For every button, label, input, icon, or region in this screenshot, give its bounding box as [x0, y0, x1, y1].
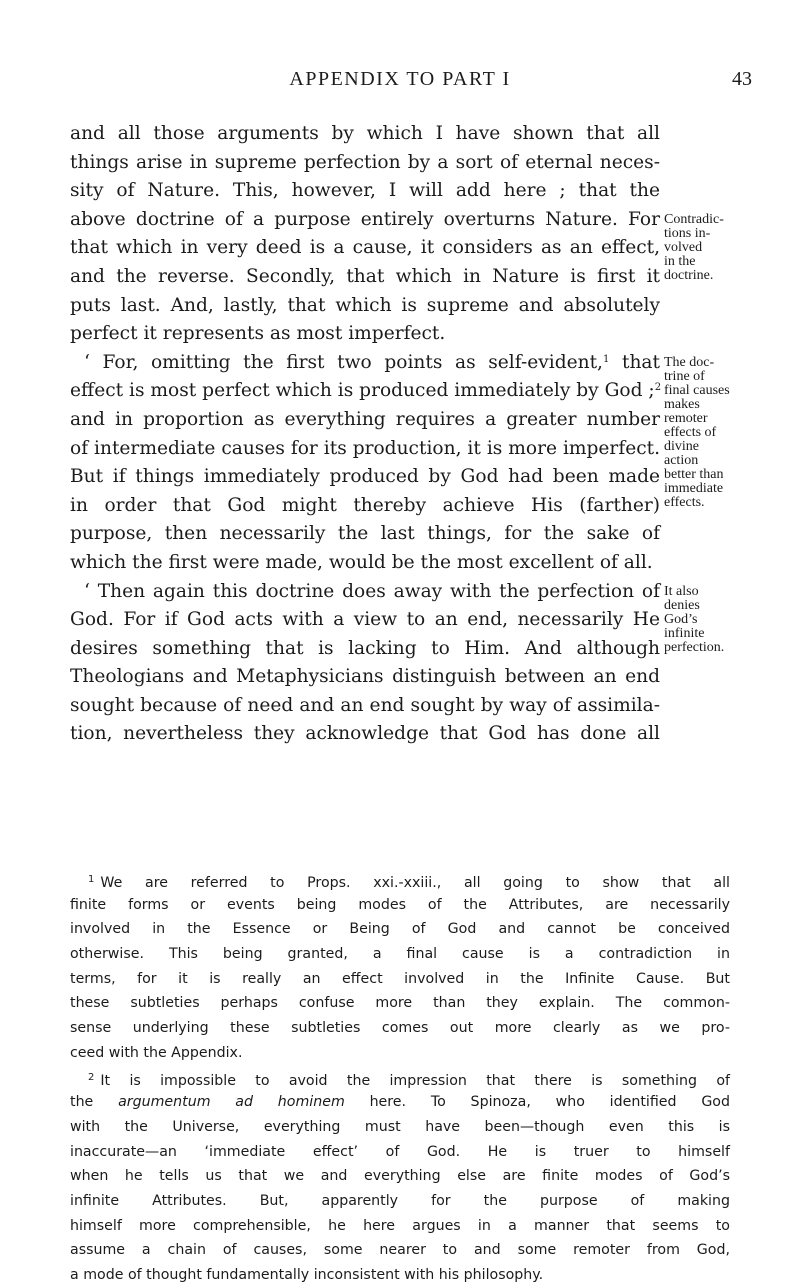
text-line — [70, 234, 770, 263]
margin-note-line: remoter — [664, 410, 708, 426]
text-line — [70, 263, 770, 292]
line-text: which the first were made, would be the most excellent of all. — [70, 551, 653, 573]
main-text — [70, 120, 770, 749]
line-text-part: effect is most perfect which is produced immediately by God ; — [70, 380, 655, 402]
footnote-2-line: assume a chain of causes, some nearer to and some remoter from God, — [70, 1242, 730, 1259]
footnote-2-line — [70, 1066, 730, 1091]
text-line — [70, 149, 770, 178]
footnotes — [70, 868, 730, 1288]
margin-note-line: God’s — [664, 611, 698, 627]
margin-note-line: immediate — [664, 480, 724, 496]
footnote-1-line: otherwise. This being granted, a final cause is a contradiction in — [70, 946, 730, 963]
text-line — [70, 292, 770, 321]
footnote-1-line: terms, for it is really an effect involved in the Infinite Cause. But — [70, 970, 730, 987]
margin-note-line: infinite — [664, 625, 705, 641]
line-text: above doctrine of a purpose entirely overturns Nature. For — [70, 208, 660, 230]
footnote-ref-1[interactable]: 1 — [602, 353, 610, 365]
running-head — [0, 66, 800, 96]
text-line — [70, 120, 770, 149]
page-number: 43 — [732, 68, 752, 90]
footnote-1-marker: 1 — [88, 874, 95, 885]
margin-note-line: volved — [664, 239, 703, 255]
line-text: of intermediate causes for its production, it is more imperfect. — [70, 437, 660, 459]
margin-note-line: divine — [664, 438, 699, 454]
margin-note-line: The doc- — [664, 354, 715, 370]
margin-note-line: It also — [664, 583, 699, 599]
footnote-ref-2[interactable]: 2 — [654, 382, 662, 394]
margin-note-line: makes — [664, 396, 700, 412]
footnote-text: here. To Spinoza, who identified God — [344, 1094, 730, 1111]
margin-note-line: better than — [664, 466, 724, 482]
text-line — [70, 406, 770, 435]
footnote-text: It is impossible to avoid the impression that there is something of — [100, 1072, 730, 1089]
line-text: sought because of need and an end sought by way of assimila- — [70, 694, 660, 716]
line-text: things arise in supreme perfection by a sort of eternal neces- — [70, 151, 660, 173]
footnote-italic-phrase: argumentum ad hominem — [118, 1094, 345, 1111]
line-text: and in proportion as everything requires a greater number — [70, 408, 660, 430]
line-text: puts last. And, lastly, that which is supreme and absolutely — [70, 294, 660, 316]
line-text: ‘ Then again this doctrine does away with the perfection of — [84, 580, 660, 602]
text-line — [70, 549, 770, 578]
text-line — [70, 635, 770, 664]
line-text: tion, nevertheless they acknowledge that God has done all — [70, 723, 660, 745]
footnote-2-line: infinite Attributes. But, apparently for the purpose of making — [70, 1192, 730, 1209]
text-line — [70, 663, 770, 692]
footnote-text: We are referred to Props. xxi.-xxiii., all going to show that all — [100, 875, 730, 891]
footnote-1-line: involved in the Essence or Being of God and cannot be conceived — [70, 921, 730, 938]
footnote-2-line: with the Universe, everything must have been—though even this is — [70, 1118, 730, 1135]
text-line — [70, 492, 770, 521]
line-text — [70, 349, 660, 378]
footnote-1-line: these subtleties perhaps confuse more than they explain. The common- — [70, 995, 730, 1012]
footnote-2-line: when he tells us that we and everything else are finite modes of God’s — [70, 1168, 730, 1185]
margin-note-line: doctrine. — [664, 267, 714, 283]
margin-note-line: action — [664, 452, 699, 468]
text-line — [70, 177, 770, 206]
margin-note-line: denies — [664, 597, 700, 613]
line-text-part: that — [621, 351, 660, 373]
margin-note-line: tions in- — [664, 225, 711, 241]
margin-note-line: effects. — [664, 494, 705, 510]
footnote-2-line: himself more comprehensible, he here argues in a manner that seems to — [70, 1217, 730, 1234]
line-text — [70, 377, 660, 406]
line-text: and the reverse. Secondly, that which in Nature is first it — [70, 265, 660, 287]
margin-note-line: final causes — [664, 382, 730, 398]
line-text: that which in very deed is a cause, it considers as an effect, — [70, 237, 660, 259]
footnote-2-marker: 2 — [88, 1071, 95, 1083]
text-line — [70, 377, 770, 406]
line-text: perfect it represents as most imperfect. — [70, 323, 446, 345]
margin-note-line: in the — [664, 253, 696, 269]
line-text: and all those arguments by which I have shown that all — [70, 123, 660, 144]
text-line — [70, 435, 770, 464]
footnote-2-line: inaccurate—an ‘immediate effect’ of God. He is truer to himself — [70, 1143, 730, 1160]
text-line — [70, 520, 770, 549]
line-text: sity of Nature. This, however, I will add here ; that the — [70, 180, 660, 202]
text-line — [70, 463, 770, 492]
line-text: God. For if God acts with a view to an end, necessarily He — [70, 609, 660, 631]
margin-note-line: Contradic- — [664, 211, 724, 227]
line-text: purpose, then necessarily the last things, for the sake of — [70, 523, 660, 545]
running-head-title: APPENDIX TO PART I — [289, 68, 511, 90]
text-line — [70, 320, 770, 349]
margin-note-line: effects of — [664, 424, 717, 440]
line-text: in order that God might thereby achieve His (farther) — [70, 494, 660, 516]
footnote-text: the — [70, 1094, 119, 1111]
footnote-2-line — [70, 1090, 730, 1115]
text-line — [70, 606, 770, 635]
footnote-1-line: finite forms or events being modes of the Attributes, are necessarily — [70, 896, 730, 913]
text-line — [70, 692, 770, 721]
text-line — [70, 720, 770, 749]
footnote-1-line — [70, 868, 730, 893]
margin-note-line: trine of — [664, 368, 705, 384]
margin-note-line: perfection. — [664, 639, 725, 655]
line-text: Theologians and Metaphysicians distinguish between an end — [70, 666, 660, 688]
footnote-1-line: sense underlying these subtleties comes out more clearly as we pro- — [70, 1020, 730, 1037]
line-text: desires something that is lacking to Him. And although — [70, 637, 660, 659]
footnote-1-line: ceed with the Appendix. — [70, 1044, 243, 1061]
line-text: But if things immediately produced by God had been made — [70, 466, 660, 488]
line-text-part: ‘ For, omitting the first two points as self-evident, — [84, 351, 603, 373]
footnote-2-line: a mode of thought fundamentally inconsistent with his philosophy. — [70, 1267, 544, 1283]
